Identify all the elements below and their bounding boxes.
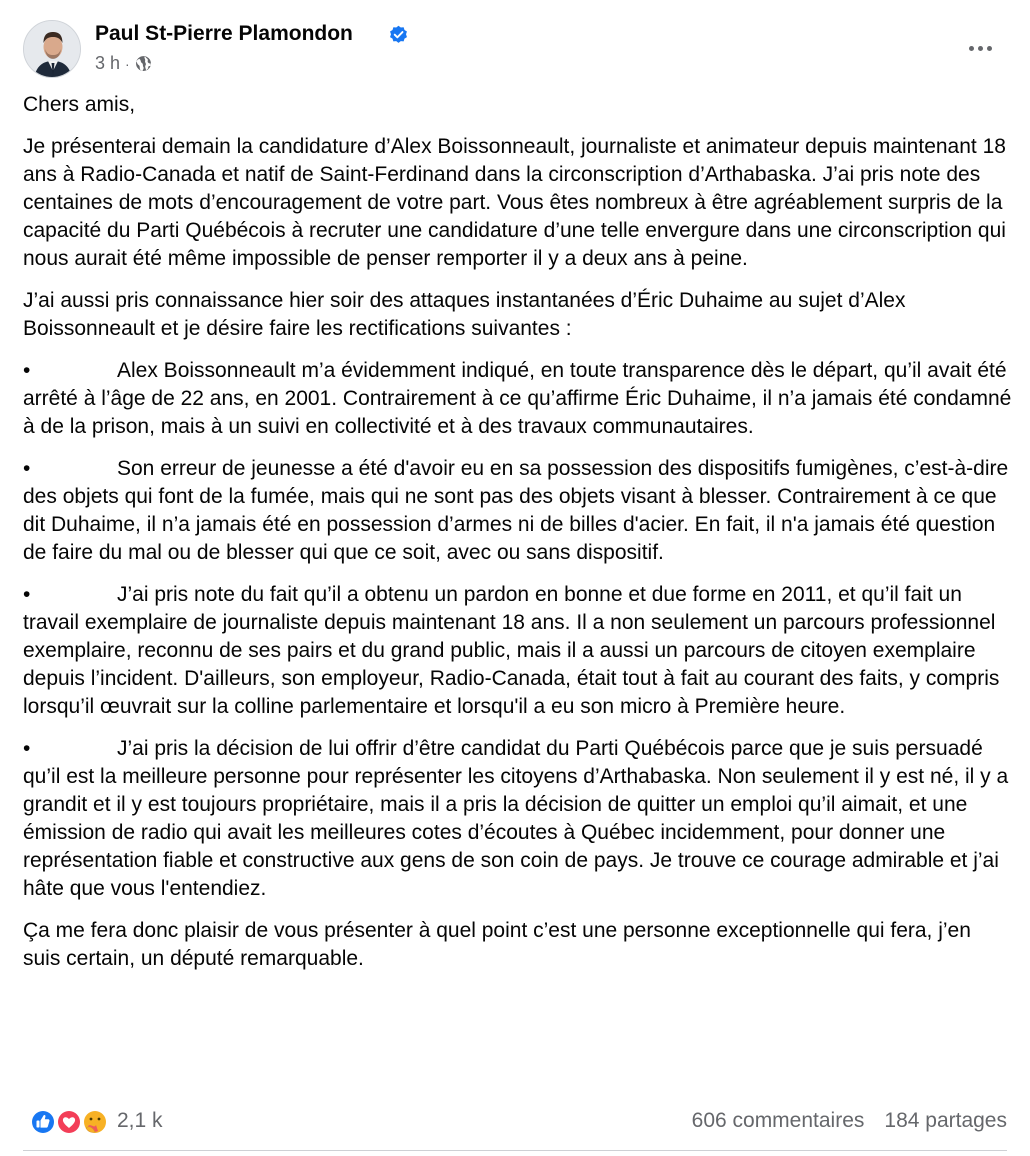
more-dot-icon [987, 46, 992, 51]
love-icon [57, 1110, 82, 1135]
post-bullet-paragraph [23, 357, 1013, 441]
bullet-marker: • [23, 583, 31, 606]
author-name[interactable]: Paul St-Pierre Plamondon [95, 22, 353, 45]
post-bullet-paragraph [23, 455, 1013, 567]
comments-count-link[interactable]: 606 commentaires [691, 1109, 865, 1132]
post-bullet-paragraph [23, 735, 1013, 903]
care-icon [83, 1110, 108, 1135]
bullet-marker: • [23, 457, 31, 480]
post-footer [23, 1104, 1007, 1140]
bullet-marker: • [23, 359, 31, 382]
bullet-text: Alex Boissonneault m’a évidemment indiqué, en toute transparence dès le départ, qu’il avait été arrêté à l’âge de 22 ans, en 2001. Contrairement à ce qu’affirme Éric Duhaime, il n’a jamais été condamné à de la prison, mais à un suivi en collectivité et à des travaux communautaires. [23, 359, 1012, 438]
post-paragraph: J’ai aussi pris connaissance hier soir des attaques instantanées d’Éric Duhaime au sujet d’Alex Boissonneault et je désire faire les rectifications suivantes : [23, 289, 906, 340]
verified-badge-icon [389, 25, 408, 44]
footer-divider [23, 1150, 1007, 1151]
reactions-count[interactable]: 2,1 k [117, 1109, 163, 1132]
bullet-text: J’ai pris la décision de lui offrir d’être candidat du Parti Québécois parce que je suis persuadé qu’il est la meilleure personne pour représenter les citoyens d’Arthabaska. Non seulement il y est né, il y a grandit et il y est toujours propriétaire, mais il a pris la décision de quitter un emploi qu’il aimait, et une émission de radio qui avait les meilleures cotes d’écoutes à Québec incidemment, pour donner une représentation fiable et constructive aux gens de son coin de pays. Je trouve ce courage admirable et j’ai hâte que vous l'entendiez. [23, 737, 1009, 900]
post-timestamp[interactable]: 3 h [95, 53, 121, 73]
bullet-marker: • [23, 737, 31, 760]
post-paragraph: Chers amis, [23, 93, 136, 116]
meta-separator: · [125, 55, 130, 72]
globe-icon [135, 55, 152, 72]
shares-count-link[interactable]: 184 partages [884, 1109, 1007, 1132]
more-dot-icon [978, 46, 983, 51]
engagement-stats [692, 1109, 1007, 1133]
like-icon [31, 1110, 56, 1135]
post-meta [95, 53, 152, 74]
reactions-summary[interactable] [26, 1108, 112, 1136]
avatar[interactable] [23, 20, 81, 78]
post-paragraph: Ça me fera donc plaisir de vous présenter à quel point c’est une personne exceptionnelle qui fera, j’en suis certain, un député remarquable. [23, 919, 971, 970]
bullet-text: J’ai pris note du fait qu’il a obtenu un pardon en bonne et due forme en 2011, et qu’il fait un travail exemplaire de journaliste depuis maintenant 18 ans. Il a non seulement un parcours professionnel exemplaire, reconnu de ses pairs et du grand public, mais il a aussi un parcours de citoyen exemplaire depuis l’incident. D'ailleurs, son employeur, Radio-Canada, était tout à fait au courant des faits, y compris lorsqu’il œuvrait sur la colline parlementaire et lorsqu'il a eu son micro à Première heure. [23, 583, 1000, 718]
bullet-text: Son erreur de jeunesse a été d'avoir eu en sa possession des dispositifs fumigènes, c’est-à-dire des objets qui font de la fumée, mais qui ne sont pas des objets visant à blesser. Contrairement à ce que dit Duhaime, il n’a jamais été en possession d’armes ni de billes d'acier. En fait, il n'a jamais été question de faire du mal ou de blesser qui que ce soit, avec ou sans dispositif. [23, 457, 1009, 564]
more-options-button[interactable] [960, 30, 1000, 66]
post-paragraph: Je présenterai demain la candidature d’Alex Boissonneault, journaliste et animateur depuis maintenant 18 ans à Radio-Canada et natif de Saint-Ferdinand dans la circonscription d’Arthabaska. J’ai pris note des centaines de mots d’encouragement de votre part. Vous êtes nombreux à être agréablement surpris de la capacité du Parti Québécois à recruter une candidature d’une telle envergure dans une circonscription qui nous aurait été même impossible de penser remporter il y a deux ans à peine. [23, 135, 1006, 270]
more-dot-icon [969, 46, 974, 51]
post-bullet-paragraph [23, 581, 1013, 721]
profile-photo-icon [24, 21, 81, 78]
post-body [23, 91, 1013, 987]
